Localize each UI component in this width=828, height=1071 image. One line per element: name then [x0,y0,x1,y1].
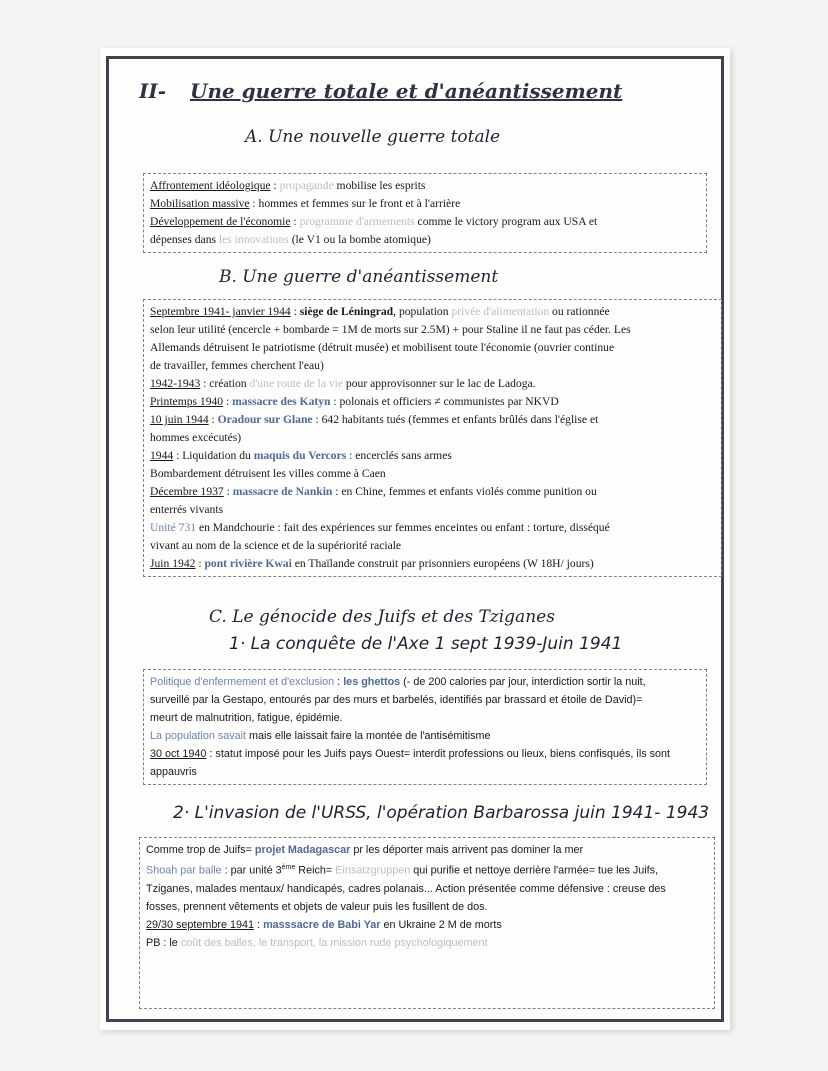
box-guerre-totale [143,173,707,253]
heading-c: C. Le génocide des Juifs et des Tziganes [209,607,555,627]
line-a1: Affrontement idéologique : propagande mobilise les esprits [150,179,426,192]
event-babi-yar: masssacre de Babi Yar [263,918,381,931]
line-b9: Juin 1942 : pont rivière Kwai en Thaïlande construit par prisonniers européens (W 18H/ jours) [150,557,594,570]
line-b7-2: enterrés vivants [150,503,224,516]
line-c3: 30 oct 1940 : statut imposé pour les Juifs pays Ouest= interdit professions ou lieux, biens confisqués, ils sont [150,748,671,760]
box-aneantissement [143,299,722,577]
ghost-propagande: propagande [279,179,334,192]
line-d1: Comme trop de Juifs= projet Madagascar pr les déporter mais arrivent pas dominer la mer [146,844,584,856]
line-b8: Unité 731 en Mandchourie : fait des expériences sur femmes enceintes ou enfant : torture, disséqué [150,521,610,534]
line-d3: Tziganes, malades mentaux/ handicapés, cadres polanais... Action présentée comme défensive : creuse des [146,882,666,895]
line-b3: Printemps 1940 : massacre des Katyn : polonais et officiers ≠ communistes par NKVD [150,395,559,408]
label-mobilisation: Mobilisation massive [150,197,250,210]
heading-a: A. Une nouvelle guerre totale [245,127,501,147]
line-b4: 10 juin 1944 : Oradour sur Glane : 642 habitants tués (femmes et enfants brûlés dans l'église et [150,413,599,426]
line-b1-4: de travailler, femmes cherchent l'eau) [150,359,324,372]
line-b5: 1944 : Liquidation du maquis du Vercors : encerclés sans armes [150,449,452,462]
line-c1-2: surveillé par la Gestapo, entourés par des murs et barbelés, identifiés par brassard et étoile de David)= [150,694,643,706]
line-b1: Septembre 1941- janvier 1944 : siège de Léningrad, population privée d'alimentation ou rationnée [150,305,610,318]
line-b7: Décembre 1937 : massacre de Nankin : en Chine, femmes et enfants violés comme punition ou [150,485,597,498]
box-conquete-axe [143,669,707,785]
event-katyn: massacre des Katyn [232,395,331,408]
event-oradour: Oradour sur Glane [217,413,313,426]
line-b2: 1942-1943 : création d'une route de la vie pour approvisonner sur le lac de Ladoga. [150,377,536,390]
event-ghettos: les ghettos [343,676,401,688]
notes-sheet [100,48,730,1030]
event-madagascar: projet Madagascar [254,844,351,856]
event-leningrad: siège de Léningrad [299,305,394,318]
line-c1: Politique d'enfermement et d'exclusion : les ghettos (- de 200 calories par jour, interdiction sortir la nuit, [150,676,646,688]
label-affrontement: Affrontement idéologique [150,179,271,192]
line-d2: Shoah par balle : par unité 3ème Reich= Einsatzgruppen qui purifie et nettoye derrière l'armée= tue les Juifs, [146,864,659,877]
line-b6: Bombardement détruisent les villes comme à Caen [150,467,386,480]
line-b1-2: selon leur utilité (encercle + bombarde = 1M de morts sur 2.5M) + pour Staline il ne faut pas céder. Les [150,323,631,336]
line-b4-2: hommes excécutés) [150,431,242,444]
page-title [139,79,622,103]
event-vercors: maquis du Vercors [253,449,347,462]
line-c2: La population savait mais elle laissait faire la montée de l'antisémitisme [150,730,491,742]
line-b1-3: Allemands détruisent le patriotisme (détruit musée) et mobilisent toute l'économie (ouvrier continue [150,341,615,354]
event-kwai: pont rivière Kwai [204,557,292,570]
line-c1-3: meurt de malnutrition, fatigue, épidémie. [150,712,343,724]
line-b8-2: vivant au nom de la science et de la supériorité raciale [150,539,402,552]
line-c3-2: appauvris [150,766,197,778]
title-text: Une guerre totale et d'anéantissement [190,79,623,103]
line-d6: PB : le coût des balles, le transport, la mission rude psychologiquement [146,936,488,949]
line-a4: dépenses dans les innovations (le V1 ou la bombe atomique) [150,233,431,246]
line-d5: 29/30 septembre 1941 : masssacre de Babi Yar en Ukraine 2 M de morts [146,918,502,931]
event-nankin: massacre de Nankin [232,485,333,498]
box-barbarossa [139,837,715,1009]
line-a2: Mobilisation massive : hommes et femmes sur le front et à l'arrière [150,197,461,210]
line-d4: fosses, prennent vêtements et objets de valeur puis les fusillent de dos. [146,900,488,913]
page-frame [106,56,724,1022]
subheading-c2: 2· L'invasion de l'URSS, l'opération Barbarossa juin 1941- 1943 [173,803,710,823]
heading-b: B. Une guerre d'anéantissement [219,267,499,287]
line-a3: Développement de l'économie : programme d'armements comme le victory program aux USA et [150,215,598,228]
label-economie: Développement de l'économie [150,215,291,228]
subheading-c1: 1· La conquête de l'Axe 1 sept 1939-Juin 1941 [229,634,623,654]
event-unite-731: Unité 731 [150,521,197,534]
title-number: II- [139,79,167,103]
